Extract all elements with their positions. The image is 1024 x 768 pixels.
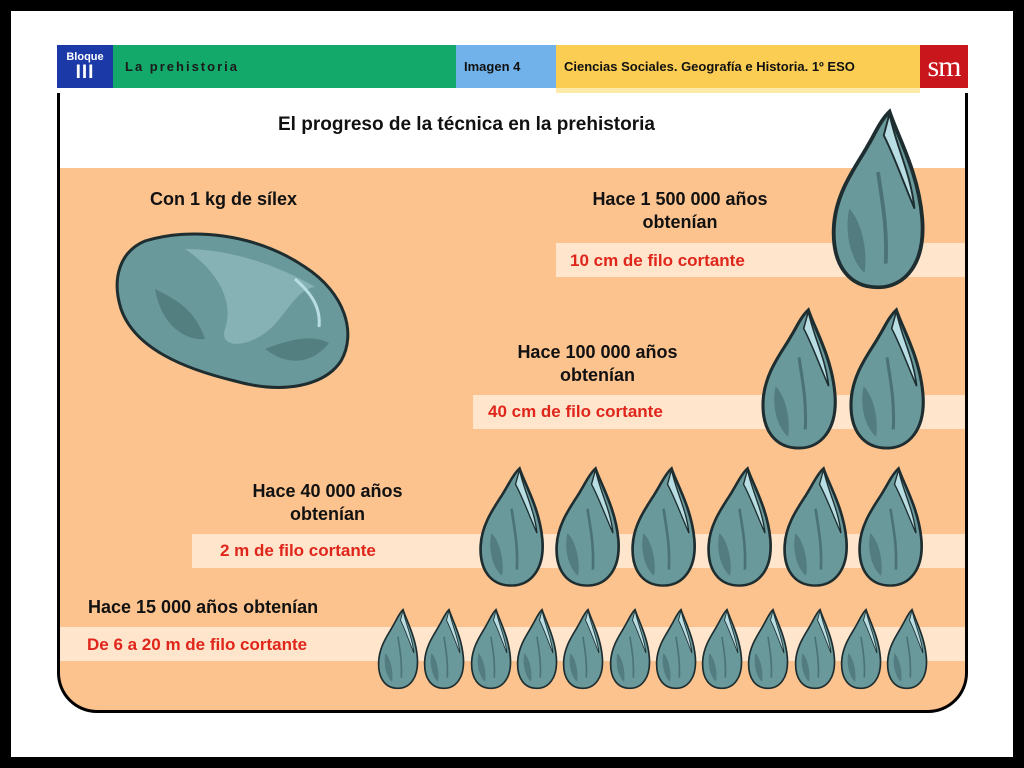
stone-tool-icon-row2 — [760, 307, 838, 451]
block-badge — [57, 45, 113, 88]
sm-logo: sm — [920, 45, 968, 88]
stone-tool-icon-row4 — [655, 608, 697, 690]
row-3-heading-line1: Hace 40 000 años — [252, 481, 403, 501]
row-3-heading — [220, 480, 435, 526]
stone-tool-icon-row4 — [377, 608, 419, 690]
row-3-heading-line2: obtenían — [290, 504, 365, 524]
block-label: Bloque — [66, 50, 104, 63]
block-number: III — [75, 61, 95, 83]
stone-tool-icon-row4 — [840, 608, 882, 690]
stone-tool-icon-row3 — [857, 466, 924, 588]
row-2-heading — [490, 341, 705, 387]
row-4-result: De 6 a 20 m de filo cortante — [87, 635, 308, 654]
row-4-heading: Hace 15 000 años obtenían — [88, 597, 319, 617]
row-1-heading — [565, 188, 795, 234]
page-title: El progreso de la técnica en la prehistoria — [278, 114, 655, 135]
row-1-heading-line1: Hace 1 500 000 años — [592, 189, 768, 209]
row-2-heading-line2: obtenían — [560, 365, 635, 385]
stone-tool-icon-row4 — [886, 608, 928, 690]
stone-tool-icon-row4 — [701, 608, 743, 690]
stone-tool-icon-row4 — [470, 608, 512, 690]
stone-tool-icon-row3 — [478, 466, 545, 588]
flint-nodule-icon — [115, 229, 355, 389]
stone-tool-icon-row4 — [747, 608, 789, 690]
stone-tool-icon-row3 — [630, 466, 697, 588]
stone-tool-icon-row3 — [706, 466, 773, 588]
stone-tool-icon-row4 — [516, 608, 558, 690]
image-label: Imagen 4 — [456, 45, 556, 88]
content-panel — [57, 93, 968, 713]
stone-tool-icon-row3 — [554, 466, 621, 588]
stone-tool-icon-row4 — [562, 608, 604, 690]
unit-title: La prehistoria — [113, 45, 456, 88]
row-1-heading-line2: obtenían — [642, 212, 718, 232]
stone-tool-icon-row2 — [848, 307, 926, 451]
stone-tool-icon-row1 — [830, 108, 926, 291]
stone-tool-icon-row4 — [423, 608, 465, 690]
row-3-result: 2 m de filo cortante — [220, 541, 376, 560]
subject-label: Ciencias Sociales. Geografía e Historia. 1º ESO — [556, 45, 920, 88]
stone-tool-icon-row4 — [609, 608, 651, 690]
row-2-heading-line1: Hace 100 000 años — [517, 342, 678, 362]
stone-tool-icon-row3 — [782, 466, 849, 588]
row-1-result: 10 cm de filo cortante — [570, 251, 745, 270]
row-2-result: 40 cm de filo cortante — [488, 402, 663, 421]
source-label: Con 1 kg de sílex — [150, 189, 298, 209]
stone-tool-icon-row4 — [794, 608, 836, 690]
